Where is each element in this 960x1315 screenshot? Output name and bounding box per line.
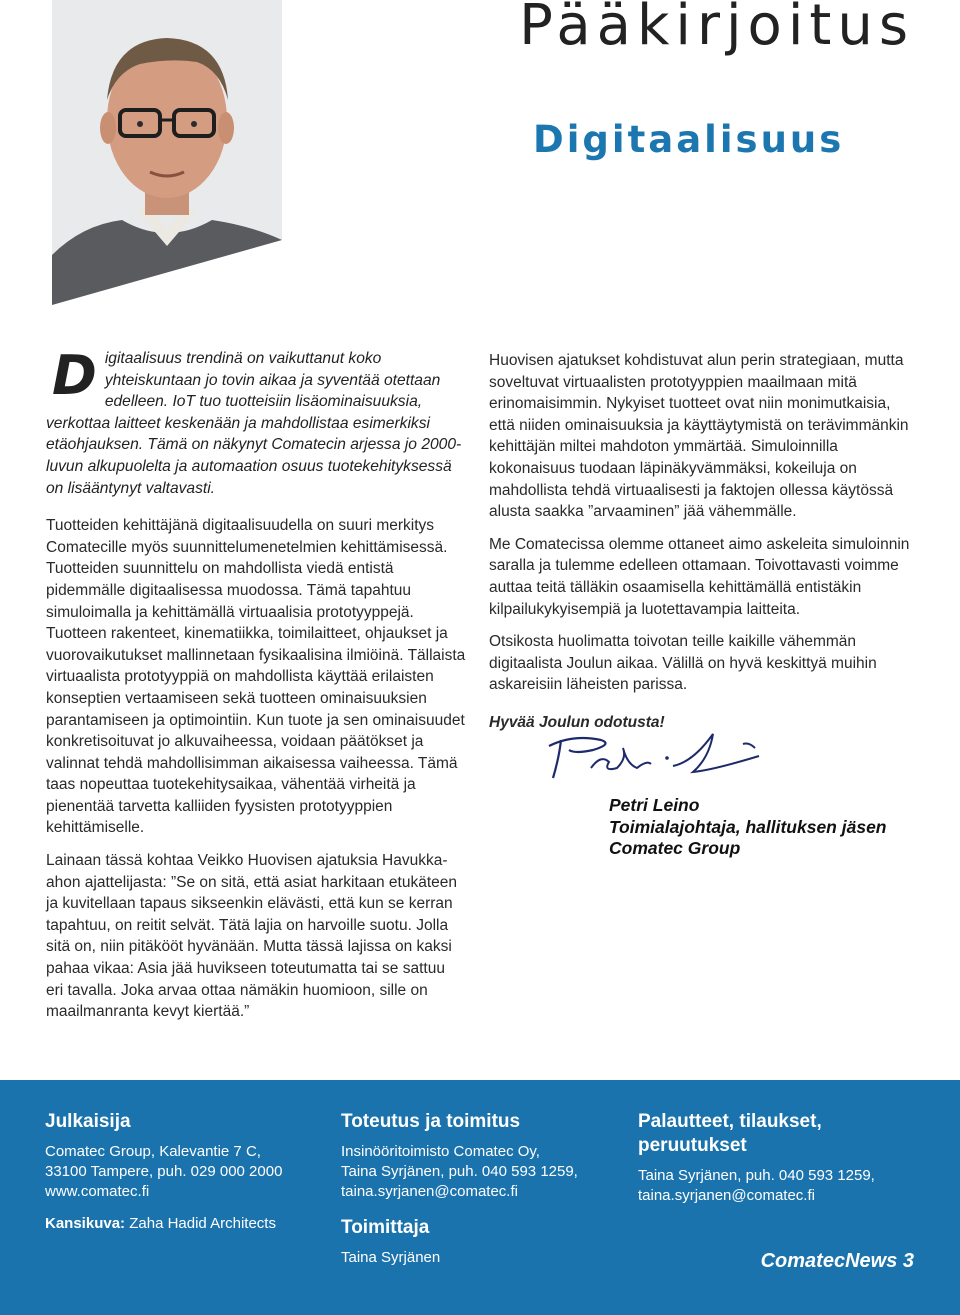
author-portrait — [52, 0, 282, 305]
article-paragraph: Otsikosta huolimatta toivotan teille kaikille vähemmän digitaalista Joulun aikaa. Välillä on hyvä keskittyä muihin askareisiin läheisten parissa. — [489, 633, 877, 694]
publisher-line: Comatec Group, Kalevantie 7 C, — [45, 1143, 261, 1160]
publisher-line: 33100 Tampere, puh. 029 000 2000 — [45, 1163, 283, 1180]
publisher-heading: Julkaisija — [45, 1111, 131, 1132]
signer-block — [609, 795, 887, 860]
cover-credit — [45, 1214, 315, 1234]
feedback-email-link[interactable]: taina.syrjanen@comatec.fi — [638, 1187, 815, 1204]
greeting: Hyvää Joulun odotusta! — [489, 713, 665, 731]
signer-company: Comatec Group — [609, 838, 741, 858]
production-column — [341, 1110, 611, 1268]
production-line: Insinööritoimisto Comatec Oy, — [341, 1143, 540, 1160]
editor-heading: Toimittaja — [341, 1217, 430, 1238]
article-paragraph: Huovisen ajatukset kohdistuvat alun perin strategiaan, mutta soveltuvat virtuaalisten prototyyppien maailmaan mitä erinomaisimmin. Nykyiset tuotteet ovat niin monimutkaisia, että niiden ominaisuuksia ja käyttäytymistä on terävimmänkin kehittäjän miltei mahdoton ymmärtää. Simuloinnilla kokonaisuus tuodaan läpinäkyvämmäksi, kokeiluja on mahdollista tehdä virtuaalisesti ja faktojen ollessa käytössä alusta saakka ”arvaaminen” jää vähemmälle. — [489, 352, 909, 521]
signer-name: Petri Leino — [609, 795, 700, 815]
drop-cap: D — [52, 344, 97, 407]
production-email-link[interactable]: taina.syrjanen@comatec.fi — [341, 1183, 518, 1200]
handwritten-signature — [543, 728, 765, 788]
article-paragraph: Lainaan tässä kohtaa Veikko Huovisen ajatuksia Havukka-ahon ajattelijasta: ”Se on sitä, että asiat harkitaan etukäteen ja kuvitellaan tapaus sikseenkin elävästi, että kun se kerran tapahtuu, on reitit selvät. Tätä lajia on harvoille suotu. Jolla sitä on, niin pitäkööt hyvänään. Mutta tässä lajissa on kaksi pahaa vikaa: Asia jää huvikseen toteutumatta tai se sattuu eri tavalla. Joka arvaa ottaa nämäkin huomioon, sille on maailmanranta kevyt kiertää.” — [46, 852, 458, 1021]
feedback-line: Taina Syrjänen, puh. 040 593 1259, — [638, 1167, 875, 1184]
colophon-footer — [0, 1080, 960, 1315]
publisher-website-link[interactable]: www.comatec.fi — [45, 1183, 150, 1200]
article-paragraph: Me Comatecissa olemme ottaneet aimo askeleita simuloinnin saralla ja tulemme edelleen ottamaan. Toivottavasti voimme auttaa teitä tälläkin osaamisella kehittämällä entistäkin kilpailukykyisempiä ja luotettavampia laitteita. — [489, 535, 910, 618]
feedback-heading-line: peruutukset — [638, 1135, 747, 1156]
publisher-column — [45, 1110, 315, 1234]
production-line: Taina Syrjänen, puh. 040 593 1259, — [341, 1163, 578, 1180]
editor-name: Taina Syrjänen — [341, 1249, 441, 1266]
signer-role: Toimialajohtaja, hallituksen jäsen — [609, 816, 887, 837]
page-subtitle: Digitaalisuus — [533, 118, 845, 161]
cover-value: Zaha Hadid Architects — [129, 1215, 276, 1232]
page-title: Pääkirjoitus — [519, 0, 914, 58]
feedback-column — [638, 1110, 918, 1206]
lead-text: igitaalisuus trendinä on vaikuttanut koko yhteiskuntaan jo tovin aikaa ja syventää otettaan edelleen. IoT tuo tuotteisiin lisäominaisuuksia, verkottaa laitteet keskenään ja mahdollistaa esimerkiksi etäohjauksen. Tämä on näkynyt Comatecin arjessa jo 2000-luvun alkupuolelta ja automaation osuus tuotekehityksessä on lisääntynyt valtavasti. — [46, 350, 462, 497]
article-right-column — [489, 350, 914, 745]
article-left-column — [46, 344, 466, 1034]
article-paragraph: Tuotteiden kehittäjänä digitaalisuudella on suuri merkitys Comatecille myös suunnittelumenetelmien kehittämisessä. Tuotteiden suunnittelu on mahdollista viedä entistä pidemmälle digitaalisessa muodossa. Tämä tapahtuu simuloimalla ja kehittämällä virtuaalisia prototyyppejä. Tuotteen rakenteet, kinematiikka, toimilaitteet, ohjaukset ja vuorovaikutukset mallinnetaan fysikaalisina ilmiöinä. Tällaista virtuaalista prototyyppiä on mahdollista käyttää erilaisten konseptien vertaamiseen sekä tuotteen ominaisuuksien parantamiseen ja optimointiin. Kun tuote ja sen ominaisuudet konkretisoituvat jo alkuvaiheessa, voidaan päätökset ja valinnat tehdä mahdollisimman aikaisessa vaiheessa. Tämä taas nopeuttaa tuotekehitysaikaa, vähentää virheitä ja pienentää tarvetta kalliiden fyysisten prototyyppien kehittämiselle. — [46, 517, 466, 837]
feedback-heading-line: Palautteet, tilaukset, — [638, 1111, 822, 1132]
feedback-heading — [638, 1110, 918, 1158]
issue-brand: ComatecNews 3 — [760, 1250, 914, 1272]
lead-paragraph — [46, 344, 466, 499]
production-heading: Toteutus ja toimitus — [341, 1111, 521, 1132]
cover-label: Kansikuva: — [45, 1215, 126, 1232]
